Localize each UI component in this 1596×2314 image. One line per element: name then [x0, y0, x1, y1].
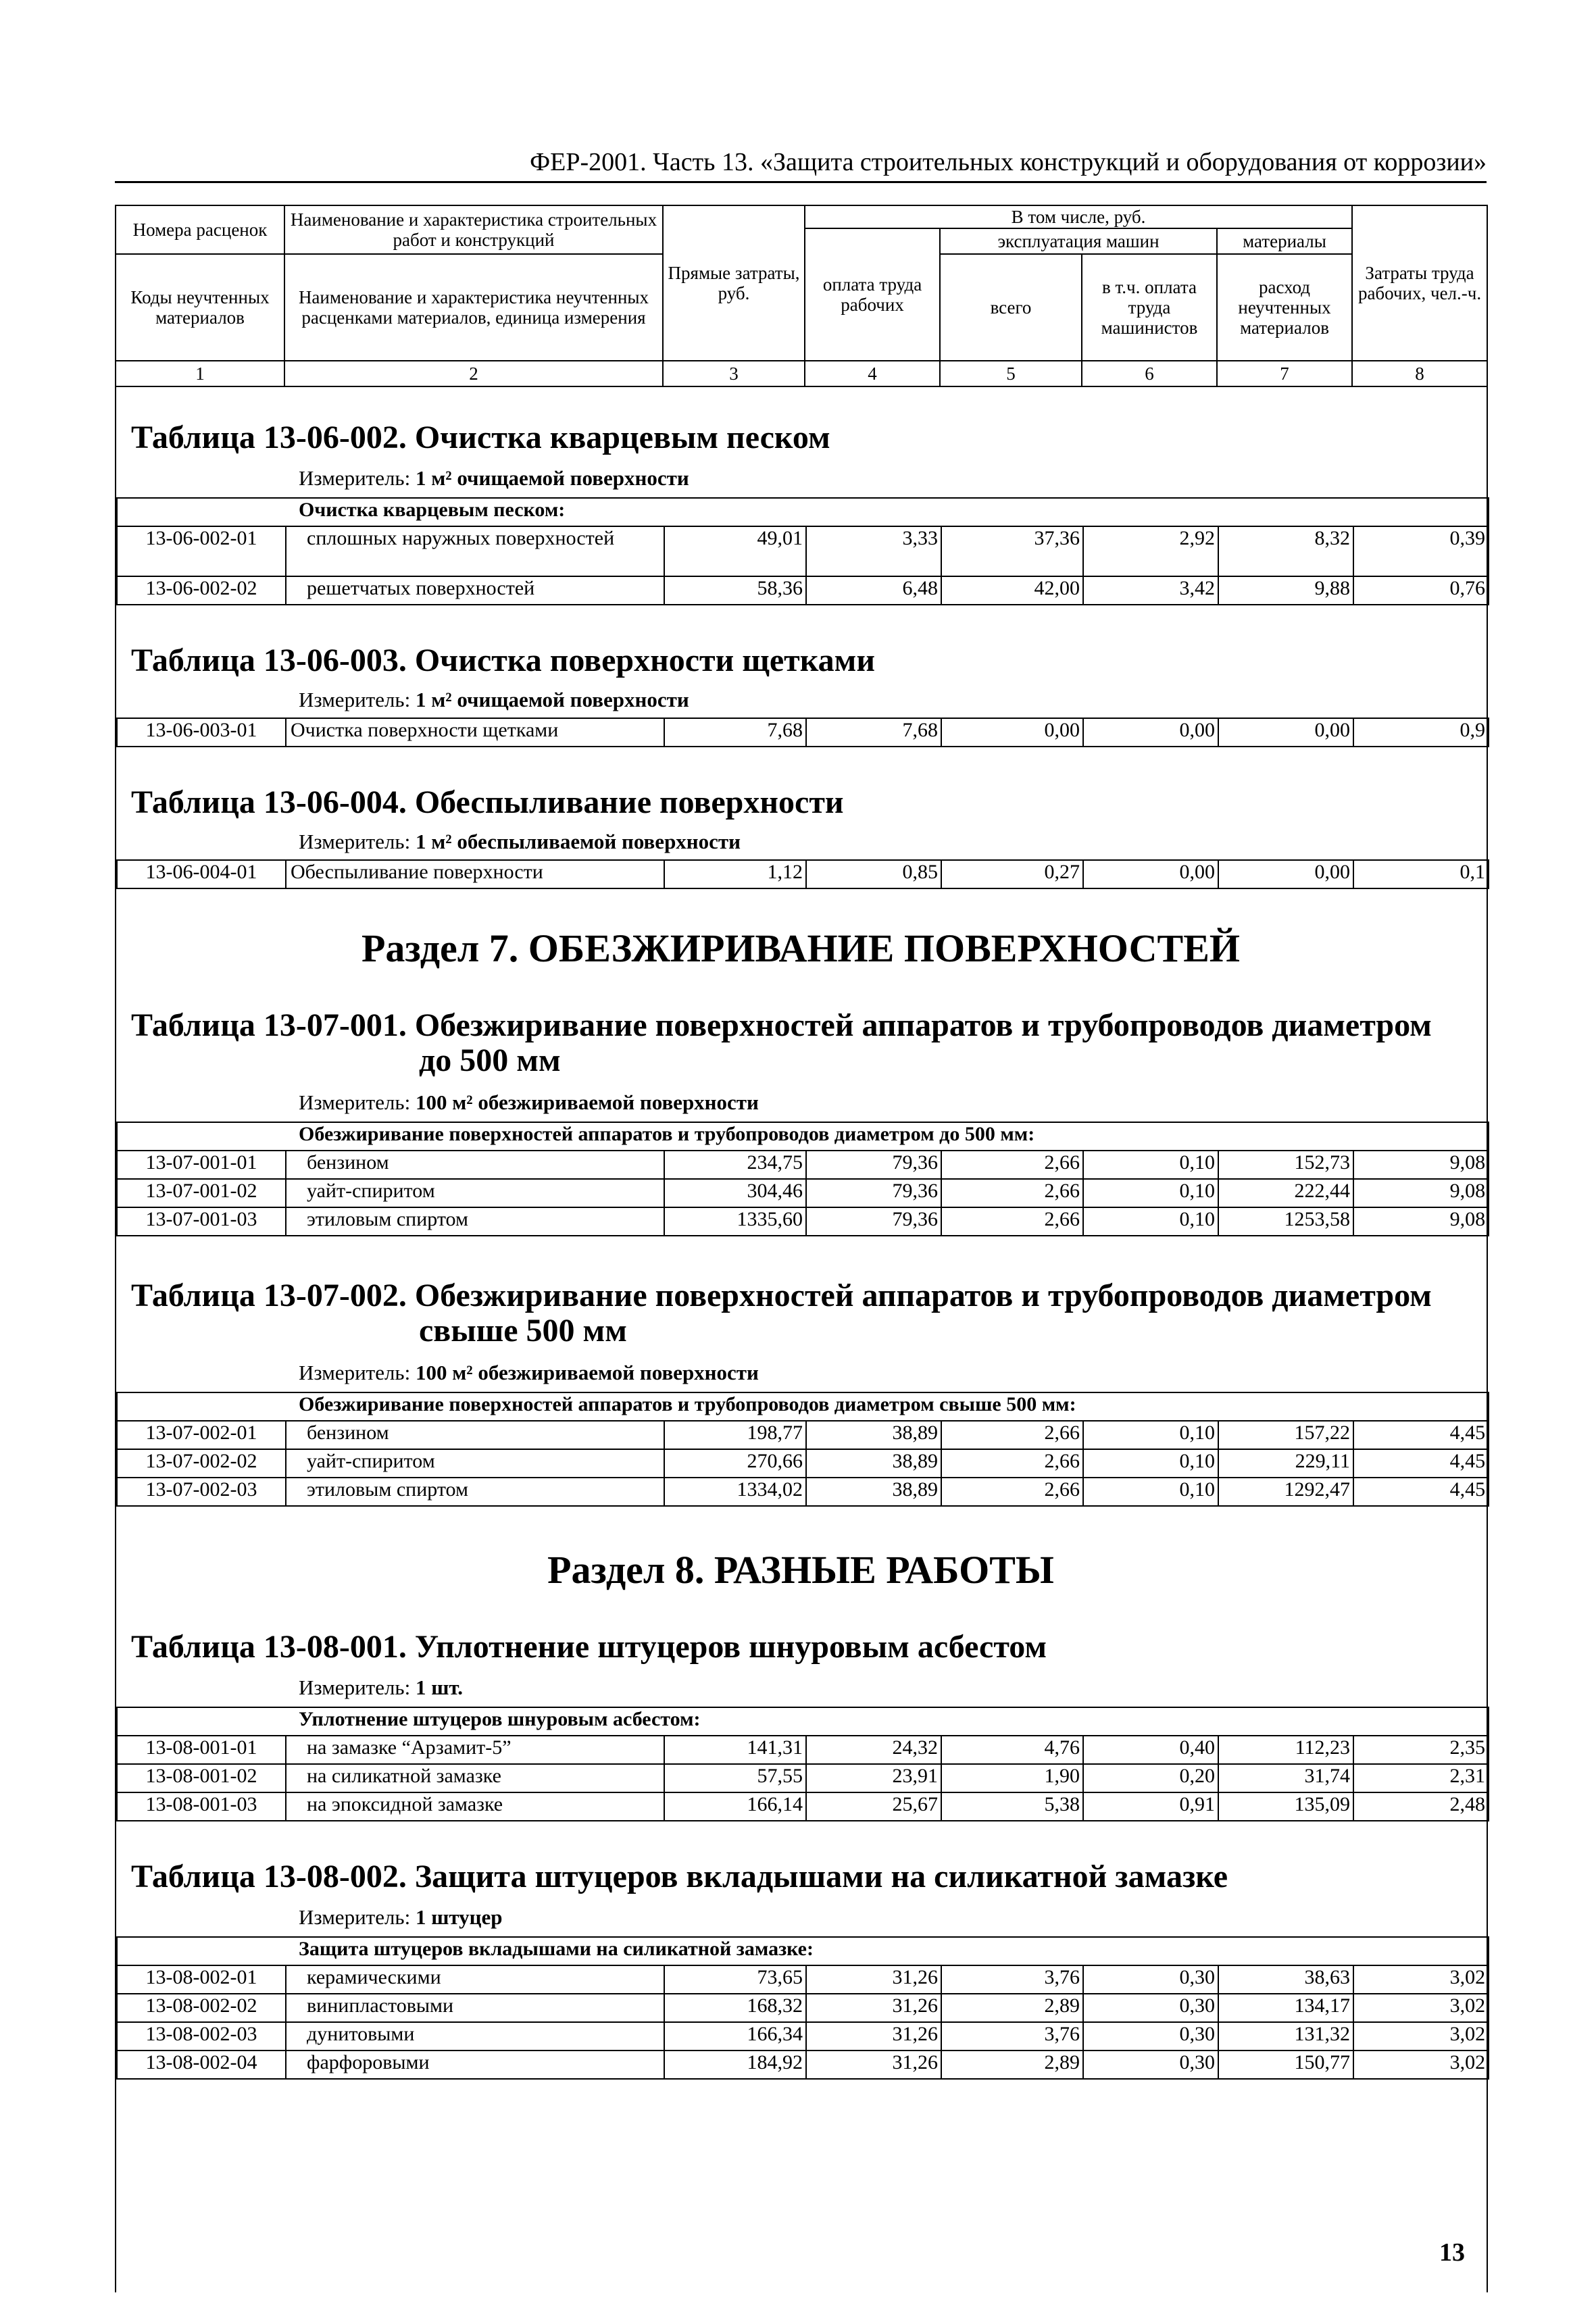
table-row: [117, 1207, 1489, 1236]
rate-code: 13-08-002-03: [117, 2022, 286, 2051]
data-table: [116, 1392, 1489, 1507]
labor-hours: 2,48: [1353, 1792, 1489, 1821]
machines-total: 4,76: [941, 1736, 1083, 1764]
direct-costs: 168,32: [664, 1994, 806, 2022]
labor-pay: 24,32: [806, 1736, 941, 1764]
materials: 0,00: [1218, 718, 1353, 747]
direct-costs: 7,68: [664, 718, 806, 747]
meter-label: Измеритель:: [299, 1090, 411, 1114]
machinist-pay: 0,40: [1083, 1736, 1218, 1764]
table-row: [117, 576, 1489, 605]
direct-costs: 234,75: [664, 1151, 806, 1179]
meter-value: 1 м² очищаемой поверхности: [415, 688, 689, 711]
materials: 0,00: [1218, 860, 1353, 888]
direct-costs: 1335,60: [664, 1207, 806, 1236]
machinist-pay: 0,10: [1083, 1151, 1218, 1179]
work-name: уайт-спиритом: [286, 1179, 664, 1207]
rate-code: 13-06-004-01: [117, 860, 286, 888]
labor-pay: 79,36: [806, 1179, 941, 1207]
labor-hours: 2,31: [1353, 1764, 1489, 1792]
col-number-6: 6: [1082, 361, 1217, 386]
table-meter: [299, 1676, 463, 1700]
table-row: [117, 2022, 1489, 2051]
rate-code: 13-06-002-02: [117, 576, 286, 605]
group-heading: Очистка кварцевым песком:: [117, 498, 1489, 526]
materials: 38,63: [1218, 1965, 1353, 1994]
table-row: [117, 1449, 1489, 1478]
meter-label: Измеритель:: [299, 466, 411, 490]
table-row: [117, 1151, 1489, 1179]
table-title: Таблица 13-06-002. Очистка кварцевым песком: [131, 420, 830, 455]
work-name: керамическими: [286, 1965, 664, 1994]
table-title: Таблица 13-07-001. Обезжиривание поверхностей аппаратов и трубопроводов диаметром: [131, 1007, 1432, 1043]
labor-pay: 38,89: [806, 1421, 941, 1449]
machinist-pay: 0,30: [1083, 1994, 1218, 2022]
direct-costs: 198,77: [664, 1421, 806, 1449]
machinist-pay: 3,42: [1083, 576, 1218, 605]
machines-total: 5,38: [941, 1792, 1083, 1821]
rate-code: 13-06-002-01: [117, 526, 286, 576]
labor-hours: 4,45: [1353, 1421, 1489, 1449]
labor-pay: 31,26: [806, 1965, 941, 1994]
materials: 1253,58: [1218, 1207, 1353, 1236]
materials: 134,17: [1218, 1994, 1353, 2022]
section-title: Раздел 7. ОБЕЗЖИРИВАНИЕ ПОВЕРХНОСТЕЙ: [361, 926, 1240, 970]
data-table: [116, 1936, 1489, 2080]
materials: 8,32: [1218, 526, 1353, 576]
table-row: [117, 1179, 1489, 1207]
labor-pay: 38,89: [806, 1449, 941, 1478]
meter-value: 1 м² обеспыливаемой поверхности: [415, 830, 741, 853]
meter-label: Измеритель:: [299, 1905, 411, 1929]
machinist-pay: 0,30: [1083, 1965, 1218, 1994]
materials: 112,23: [1218, 1736, 1353, 1764]
table-meter: [299, 1361, 759, 1385]
col-number-7: 7: [1217, 361, 1352, 386]
machines-total: 2,66: [941, 1478, 1083, 1506]
table-row: [117, 860, 1489, 888]
table-meter: [299, 688, 689, 712]
meter-label: Измеритель:: [299, 1361, 411, 1384]
machinist-pay: 0,10: [1083, 1179, 1218, 1207]
machines-total: 1,90: [941, 1764, 1083, 1792]
table-title-continued: до 500 мм: [419, 1042, 561, 1078]
col2-bottom-header: Наименование и характеристика неучтенных расценками материалов, единица измерения: [284, 254, 663, 361]
col-number-1: 1: [116, 361, 284, 386]
data-table: [116, 1707, 1489, 1821]
labor-pay: 38,89: [806, 1478, 941, 1506]
machines-header: эксплуатация машин: [940, 228, 1217, 254]
machinist-pay: 0,10: [1083, 1449, 1218, 1478]
work-name: этиловым спиртом: [286, 1207, 664, 1236]
table-meter: [299, 1905, 503, 1930]
machinist-pay: 0,30: [1083, 2051, 1218, 2079]
col4-header: оплата труда рабочих: [805, 228, 940, 361]
labor-hours: 2,35: [1353, 1736, 1489, 1764]
meter-label: Измеритель:: [299, 688, 411, 711]
col-number-2: 2: [284, 361, 663, 386]
materials: 9,88: [1218, 576, 1353, 605]
table-title: Таблица 13-06-004. Обеспыливание поверхности: [131, 784, 844, 820]
table-row: [117, 2051, 1489, 2079]
meter-label: Измеритель:: [299, 830, 411, 853]
meter-value: 1 шт.: [415, 1676, 464, 1699]
table-row: [117, 526, 1489, 576]
col8-header: Затраты труда рабочих, чел.-ч.: [1352, 205, 1487, 361]
table-title: Таблица 13-07-002. Обезжиривание поверхностей аппаратов и трубопроводов диаметром: [131, 1278, 1432, 1313]
machines-total: 42,00: [941, 576, 1083, 605]
direct-costs: 73,65: [664, 1965, 806, 1994]
machinist-pay: 0,10: [1083, 1207, 1218, 1236]
direct-costs: 1334,02: [664, 1478, 806, 1506]
machines-total: 3,76: [941, 2022, 1083, 2051]
work-name: бензином: [286, 1421, 664, 1449]
materials: 1292,47: [1218, 1478, 1353, 1506]
labor-hours: 9,08: [1353, 1207, 1489, 1236]
page-number: 13: [1439, 2238, 1465, 2267]
work-name: этиловым спиртом: [286, 1478, 664, 1506]
labor-hours: 0,76: [1353, 576, 1489, 605]
labor-pay: 0,85: [806, 860, 941, 888]
col-number-5: 5: [940, 361, 1082, 386]
labor-pay: 3,33: [806, 526, 941, 576]
col-number-8: 8: [1352, 361, 1487, 386]
rate-code: 13-07-002-03: [117, 1478, 286, 1506]
work-name: на силикатной замазке: [286, 1764, 664, 1792]
labor-hours: 0,39: [1353, 526, 1489, 576]
rate-code: 13-06-003-01: [117, 718, 286, 747]
meter-value: 1 штуцер: [415, 1905, 503, 1929]
machines-total: 0,27: [941, 860, 1083, 888]
col5-header: всего: [940, 254, 1082, 361]
labor-pay: 23,91: [806, 1764, 941, 1792]
col7-header: расход неучтенных материалов: [1217, 254, 1352, 361]
work-name: на замазке “Арзамит-5”: [286, 1736, 664, 1764]
col-number-3: 3: [663, 361, 805, 386]
labor-hours: 3,02: [1353, 1965, 1489, 1994]
col1-top-header: Номера расценок: [116, 205, 284, 254]
table-title: Таблица 13-08-002. Защита штуцеров вкладышами на силикатной замазке: [131, 1859, 1228, 1894]
materials: 150,77: [1218, 2051, 1353, 2079]
meter-label: Измеритель:: [299, 1676, 411, 1699]
rate-code: 13-08-002-01: [117, 1965, 286, 1994]
direct-costs: 58,36: [664, 576, 806, 605]
table-title-continued: свыше 500 мм: [419, 1313, 627, 1349]
table-row: [117, 1736, 1489, 1764]
labor-pay: 31,26: [806, 2051, 941, 2079]
rate-code: 13-07-002-01: [117, 1421, 286, 1449]
work-name: Очистка поверхности щетками: [286, 718, 664, 747]
machines-total: 37,36: [941, 526, 1083, 576]
rate-code: 13-08-001-01: [117, 1736, 286, 1764]
labor-hours: 9,08: [1353, 1151, 1489, 1179]
table-meter: [299, 830, 741, 854]
work-name: дунитовыми: [286, 2022, 664, 2051]
machines-total: 0,00: [941, 718, 1083, 747]
col6-header: в т.ч. оплата труда машинистов: [1082, 254, 1217, 361]
col1-bottom-header: Коды неучтенных материалов: [116, 254, 284, 361]
machines-total: 3,76: [941, 1965, 1083, 1994]
machinist-pay: 0,20: [1083, 1764, 1218, 1792]
table-row: [117, 1792, 1489, 1821]
rate-code: 13-07-001-01: [117, 1151, 286, 1179]
col2-top-header: Наименование и характеристика строительных работ и конструкций: [284, 205, 663, 254]
table-row: [117, 718, 1489, 747]
data-table: [116, 859, 1489, 889]
materials: 135,09: [1218, 1792, 1353, 1821]
labor-hours: 4,45: [1353, 1478, 1489, 1506]
machines-total: 2,89: [941, 1994, 1083, 2022]
header-rule: [115, 181, 1487, 183]
meter-value: 1 м² очищаемой поверхности: [415, 466, 689, 490]
labor-hours: 0,9: [1353, 718, 1489, 747]
group-heading: Уплотнение штуцеров шнуровым асбестом:: [117, 1707, 1489, 1736]
work-name: уайт-спиритом: [286, 1449, 664, 1478]
direct-costs: 304,46: [664, 1179, 806, 1207]
labor-pay: 25,67: [806, 1792, 941, 1821]
work-name: бензином: [286, 1151, 664, 1179]
machines-total: 2,66: [941, 1421, 1083, 1449]
col-number-4: 4: [805, 361, 940, 386]
direct-costs: 184,92: [664, 2051, 806, 2079]
machinist-pay: 0,10: [1083, 1478, 1218, 1506]
labor-hours: 3,02: [1353, 2022, 1489, 2051]
machinist-pay: 0,91: [1083, 1792, 1218, 1821]
column-header: [115, 205, 1487, 387]
labor-pay: 31,26: [806, 1994, 941, 2022]
rate-code: 13-08-001-02: [117, 1764, 286, 1792]
meter-value: 100 м² обезжириваемой поверхности: [415, 1090, 759, 1114]
table-row: [117, 1764, 1489, 1792]
table-row: [117, 1994, 1489, 2022]
table-title: Таблица 13-06-003. Очистка поверхности щетками: [131, 643, 875, 678]
materials: 229,11: [1218, 1449, 1353, 1478]
direct-costs: 49,01: [664, 526, 806, 576]
included-header: В том числе, руб.: [805, 205, 1352, 228]
data-table: [116, 718, 1489, 747]
materials: 222,44: [1218, 1179, 1353, 1207]
table-title: Таблица 13-08-001. Уплотнение штуцеров шнуровым асбестом: [131, 1629, 1047, 1665]
direct-costs: 1,12: [664, 860, 806, 888]
machines-total: 2,89: [941, 2051, 1083, 2079]
labor-pay: 79,36: [806, 1207, 941, 1236]
labor-hours: 3,02: [1353, 1994, 1489, 2022]
rate-code: 13-08-001-03: [117, 1792, 286, 1821]
rate-code: 13-08-002-02: [117, 1994, 286, 2022]
table-row: [117, 1478, 1489, 1506]
direct-costs: 57,55: [664, 1764, 806, 1792]
table-meter: [299, 1090, 759, 1115]
labor-hours: 3,02: [1353, 2051, 1489, 2079]
labor-hours: 9,08: [1353, 1179, 1489, 1207]
direct-costs: 166,34: [664, 2022, 806, 2051]
materials: 157,22: [1218, 1421, 1353, 1449]
machinist-pay: 0,30: [1083, 2022, 1218, 2051]
labor-pay: 6,48: [806, 576, 941, 605]
group-heading: Защита штуцеров вкладышами на силикатной замазке:: [117, 1937, 1489, 1965]
running-header: ФЕР-2001. Часть 13. «Защита строительных конструкций и оборудования от коррозии»: [530, 148, 1487, 176]
rate-code: 13-07-001-03: [117, 1207, 286, 1236]
col3-header: Прямые затраты, руб.: [663, 205, 805, 361]
machinist-pay: 0,00: [1083, 860, 1218, 888]
materials: 131,32: [1218, 2022, 1353, 2051]
group-heading: Обезжиривание поверхностей аппаратов и трубопроводов диаметром до 500 мм:: [117, 1122, 1489, 1151]
table-meter: [299, 466, 689, 491]
work-name: на эпоксидной замазке: [286, 1792, 664, 1821]
labor-pay: 31,26: [806, 2022, 941, 2051]
materials: 152,73: [1218, 1151, 1353, 1179]
machines-total: 2,66: [941, 1449, 1083, 1478]
labor-hours: 4,45: [1353, 1449, 1489, 1478]
machines-total: 2,66: [941, 1179, 1083, 1207]
table-row: [117, 1965, 1489, 1994]
direct-costs: 166,14: [664, 1792, 806, 1821]
labor-pay: 79,36: [806, 1151, 941, 1179]
machinist-pay: 0,10: [1083, 1421, 1218, 1449]
machinist-pay: 2,92: [1083, 526, 1218, 576]
materials-header: материалы: [1217, 228, 1352, 254]
labor-hours: 0,1: [1353, 860, 1489, 888]
rate-code: 13-07-002-02: [117, 1449, 286, 1478]
labor-pay: 7,68: [806, 718, 941, 747]
work-name: решетчатых поверхностей: [286, 576, 664, 605]
group-heading: Обезжиривание поверхностей аппаратов и трубопроводов диаметром свыше 500 мм:: [117, 1392, 1489, 1421]
direct-costs: 141,31: [664, 1736, 806, 1764]
rate-code: 13-07-001-02: [117, 1179, 286, 1207]
machinist-pay: 0,00: [1083, 718, 1218, 747]
meter-value: 100 м² обезжириваемой поверхности: [415, 1361, 759, 1384]
rate-code: 13-08-002-04: [117, 2051, 286, 2079]
materials: 31,74: [1218, 1764, 1353, 1792]
section-title: Раздел 8. РАЗНЫЕ РАБОТЫ: [547, 1548, 1054, 1592]
data-table: [116, 1122, 1489, 1236]
work-name: сплошных наружных поверхностей: [286, 526, 664, 576]
table-row: [117, 1421, 1489, 1449]
data-table: [116, 497, 1489, 605]
machines-total: 2,66: [941, 1207, 1083, 1236]
work-name: Обеспыливание поверхности: [286, 860, 664, 888]
work-name: фарфоровыми: [286, 2051, 664, 2079]
machines-total: 2,66: [941, 1151, 1083, 1179]
work-name: винипластовыми: [286, 1994, 664, 2022]
direct-costs: 270,66: [664, 1449, 806, 1478]
